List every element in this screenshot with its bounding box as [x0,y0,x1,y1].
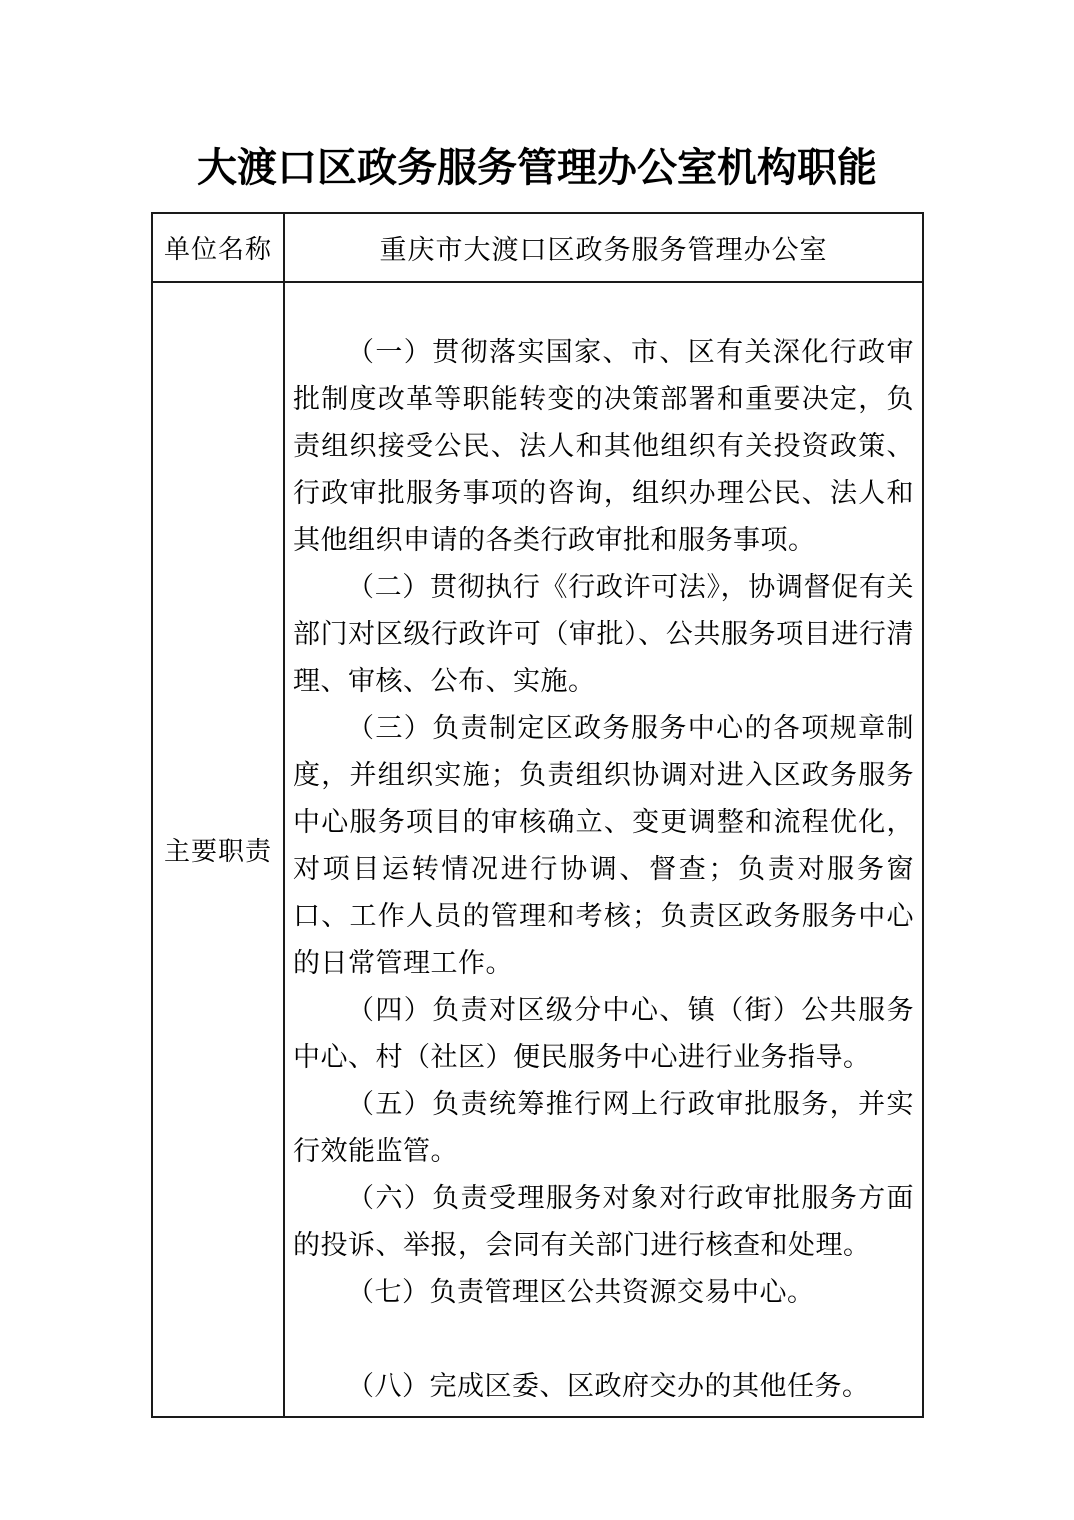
page-title: 大渡口区政务服务管理办公室机构职能 [197,145,877,190]
duties-label: 主要职责 [152,282,284,1417]
duties-row [152,282,923,1417]
unit-name-label: 单位名称 [152,213,284,282]
duty-paragraph: （六）负责受理服务对象对行政审批服务方面的投诉、举报，会同有关部门进行核查和处理。 [293,1183,914,1260]
duty-paragraph: （三）负责制定区政务服务中心的各项规章制度，并组织实施；负责组织协调对进入区政务服务中心服务项目的审核确立、变更调整和流程优化，对项目运转情况进行协调、督查；负责对服务窗口、工作人员的管理和考核；负责区政务服务中心的日常管理工作。 [293,713,914,978]
info-table [151,212,924,1418]
duty-paragraph: （一）贯彻落实国家、市、区有关深化行政审批制度改革等职能转变的决策部署和重要决定，负责组织接受公民、法人和其他组织有关投资政策、行政审批服务事项的咨询，组织办理公民、法人和其他组织申请的各类行政审批和服务事项。 [293,337,914,555]
unit-name-value: 重庆市大渡口区政务服务管理办公室 [284,213,923,282]
unit-name-row [152,213,923,282]
duty-paragraph: （七）负责管理区公共资源交易中心。 [347,1277,815,1307]
duty-paragraph: （二）贯彻执行《行政许可法》，协调督促有关部门对区级行政许可（审批）、公共服务项目进行清理、审核、公布、实施。 [293,572,914,696]
duties-content [284,282,923,1417]
duty-paragraph: （五）负责统筹推行网上行政审批服务，并实行效能监管。 [293,1089,914,1166]
duty-paragraph: （八）完成区委、区政府交办的其他任务。 [347,1371,870,1401]
duty-paragraph [293,1316,914,1363]
duty-paragraph: （四）负责对区级分中心、镇（街）公共服务中心、村（社区）便民服务中心进行业务指导。 [293,995,914,1072]
